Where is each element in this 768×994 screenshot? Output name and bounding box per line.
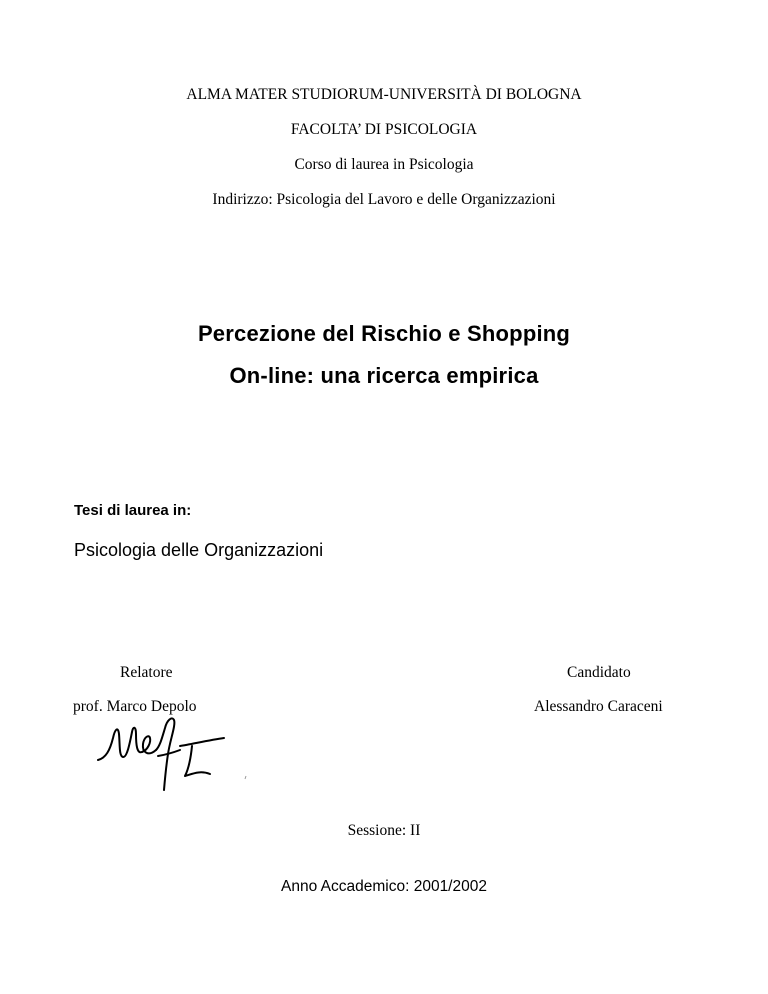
thesis-subject-label: Tesi di laurea in: xyxy=(74,502,192,519)
session: Sessione: II xyxy=(347,822,421,839)
supervisor-signature xyxy=(92,712,262,797)
university-name: ALMA MATER STUDIORUM-UNIVERSITÀ DI BOLOGNA xyxy=(186,86,582,103)
course-track: Indirizzo: Psicologia del Lavoro e delle Organizzazioni xyxy=(212,191,556,208)
thesis-subject: Psicologia delle Organizzazioni xyxy=(74,540,324,560)
thesis-title-line-2: On-line: una ricerca empirica xyxy=(229,363,539,388)
supervisor-name: prof. Marco Depolo xyxy=(73,698,197,715)
candidate-label: Candidato xyxy=(567,664,631,681)
degree-course: Corso di laurea in Psicologia xyxy=(294,156,474,173)
supervisor-label: Relatore xyxy=(120,664,173,681)
thesis-title-line-1: Percezione del Rischio e Shopping xyxy=(197,321,571,346)
academic-year: Anno Accademico: 2001/2002 xyxy=(281,878,487,895)
faculty-name: FACOLTA’ DI PSICOLOGIA xyxy=(290,121,478,138)
candidate-name: Alessandro Caraceni xyxy=(534,698,663,715)
